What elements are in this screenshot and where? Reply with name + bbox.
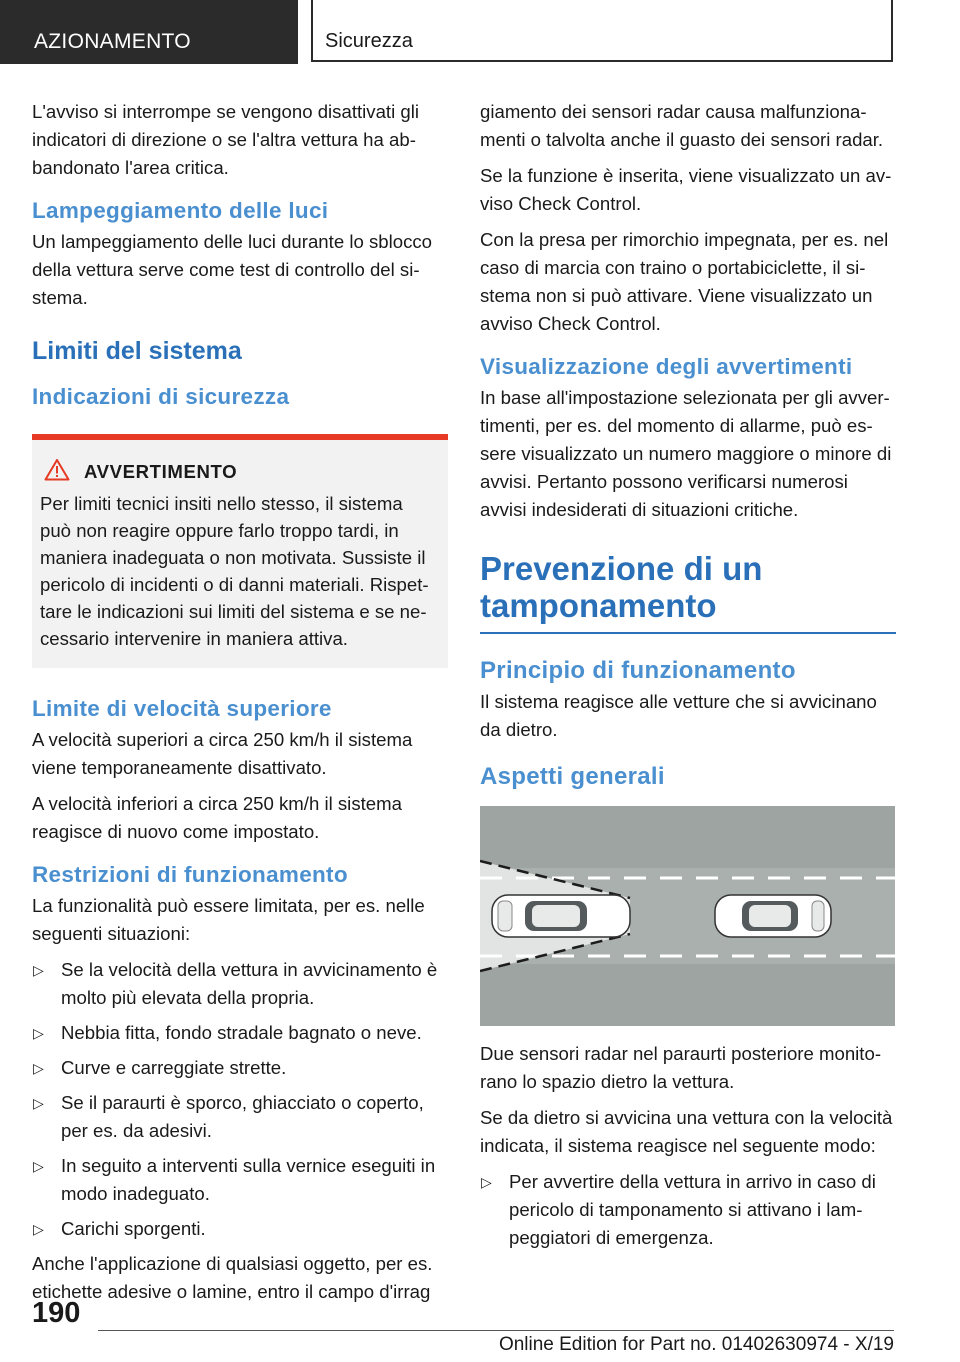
list-item: ▷ In seguito a interventi sulla vernice eseguiti in modo inadeguato.: [32, 1152, 448, 1208]
footer-rule: [98, 1330, 894, 1331]
general-heading: Aspetti generali: [480, 763, 665, 790]
warning-box: [32, 434, 448, 668]
restrictions-list: [32, 956, 448, 1243]
triangle-bullet-icon: ▷: [33, 1060, 44, 1076]
warning-text: Per limiti tecnici insiti nello stesso, il sistema può non reagire oppure farlo troppo tardi, in maniera inadeguata o non motivata. Sussiste il pericolo di incidenti o di danni materiali. Rispettare le indicazioni sui limiti del sistema e se necessario intervenire in maniera attiva.: [40, 493, 429, 649]
figure-caption: Due sensori radar nel paraurti posteriore monitorano lo spazio dietro la vettura.: [480, 1043, 882, 1092]
triangle-bullet-icon: ▷: [33, 1095, 44, 1111]
right-column: [480, 98, 896, 1259]
collision-prevention-heading: Prevenzione di un tamponamento: [480, 550, 763, 624]
list-item: ▷ Curve e carreggiate strette.: [32, 1054, 448, 1082]
list-item: ▷ Se la velocità della vettura in avvicinamento è molto più elevata della propria.: [32, 956, 448, 1012]
safety-heading: Indicazioni di sicurezza: [32, 384, 290, 409]
section-title: Sicurezza: [325, 30, 413, 52]
speed-paragraph-2: A velocità inferiori a circa 250 km/h il sistema reagisce di nuovo come impostato.: [32, 793, 402, 842]
list-item: ▷ Per avvertire della vettura in arrivo in caso di pericolo di tamponamento si attivano i lampeggiatori di emergenza.: [480, 1168, 896, 1252]
chapter-title: AZIONAMENTO: [34, 30, 191, 53]
heading-rule: [480, 632, 896, 634]
principle-heading: Principio di funzionamento: [480, 657, 796, 684]
flash-heading: Lampeggiamento delle luci: [32, 198, 329, 223]
principle-paragraph: Il sistema reagisce alle vetture che si avvicinano da dietro.: [480, 691, 877, 740]
approach-paragraph: Se da dietro si avvicina una vettura con la velocità indicata, il sistema reagisce nel seguente modo:: [480, 1107, 893, 1156]
restrictions-tail: Anche l'applicazione di qualsiasi oggetto, per es. etichette adesive o lamine, entro il campo d'irrag: [32, 1253, 433, 1302]
warning-title: [40, 458, 438, 486]
warnings-display-heading: Visualizzazione degli avvertimenti: [480, 354, 853, 379]
triangle-bullet-icon: ▷: [33, 1158, 44, 1174]
intro-paragraph: L'avviso si interrompe se vengono disattivati gli indicatori di direzione o se l'altra vettura ha abbandonato l'area critica.: [32, 101, 419, 178]
approaching-car-icon: [492, 895, 630, 937]
continued-paragraph: giamento dei sensori radar causa malfunzionamenti o talvolta anche il guasto dei sensori radar.: [480, 101, 884, 150]
warnings-display-paragraph: In base all'impostazione selezionata per gli avvertimenti, per es. del momento di allarme, può essere visualizzato un numero maggiore o minore di avvisi. Pertanto possono verificarsi numerosi avvisi indesiderati di situazioni critiche.: [480, 387, 892, 520]
speed-paragraph-1: A velocità superiori a circa 250 km/h il sistema viene temporaneamente disattivato.: [32, 729, 413, 778]
trailer-paragraph: Con la presa per rimorchio impegnata, per es. nel caso di marcia con traino o portabiciclette, il sistema non si può attivare. Viene visualizzato un avviso Check Control.: [480, 229, 889, 334]
flash-paragraph: Un lampeggiamento delle luci durante lo sblocco della vettura serve come test di controllo del sistema.: [32, 231, 433, 308]
page-number: 190: [32, 1297, 81, 1329]
own-car-icon: [715, 895, 831, 937]
list-item: ▷ Se il paraurti è sporco, ghiacciato o coperto, per es. da adesivi.: [32, 1089, 448, 1145]
warning-label: AVVERTIMENTO: [84, 461, 238, 482]
triangle-bullet-icon: ▷: [33, 962, 44, 978]
triangle-bullet-icon: ▷: [33, 1221, 44, 1237]
chapter-tab: [0, 0, 298, 64]
warning-triangle-icon: [44, 458, 84, 486]
reaction-list: [480, 1168, 896, 1252]
limits-heading: Limiti del sistema: [32, 337, 242, 365]
list-item: ▷ Nebbia fitta, fondo stradale bagnato o neve.: [32, 1019, 448, 1047]
list-item: ▷ Carichi sporgenti.: [32, 1215, 448, 1243]
triangle-bullet-icon: ▷: [33, 1025, 44, 1041]
restrictions-heading: Restrizioni di funzionamento: [32, 862, 348, 887]
triangle-bullet-icon: ▷: [481, 1174, 492, 1190]
check-control-paragraph: Se la funzione è inserita, viene visualizzato un avviso Check Control.: [480, 165, 892, 214]
restrictions-paragraph: La funzionalità può essere limitata, per es. nelle seguenti situazioni:: [32, 895, 425, 944]
radar-illustration: [480, 806, 895, 1026]
left-column: [32, 98, 448, 1314]
speed-heading: Limite di velocità superiore: [32, 696, 332, 721]
section-header: [311, 0, 893, 62]
footer-edition: Online Edition for Part no. 01402630974 - X/19: [498, 1334, 894, 1355]
